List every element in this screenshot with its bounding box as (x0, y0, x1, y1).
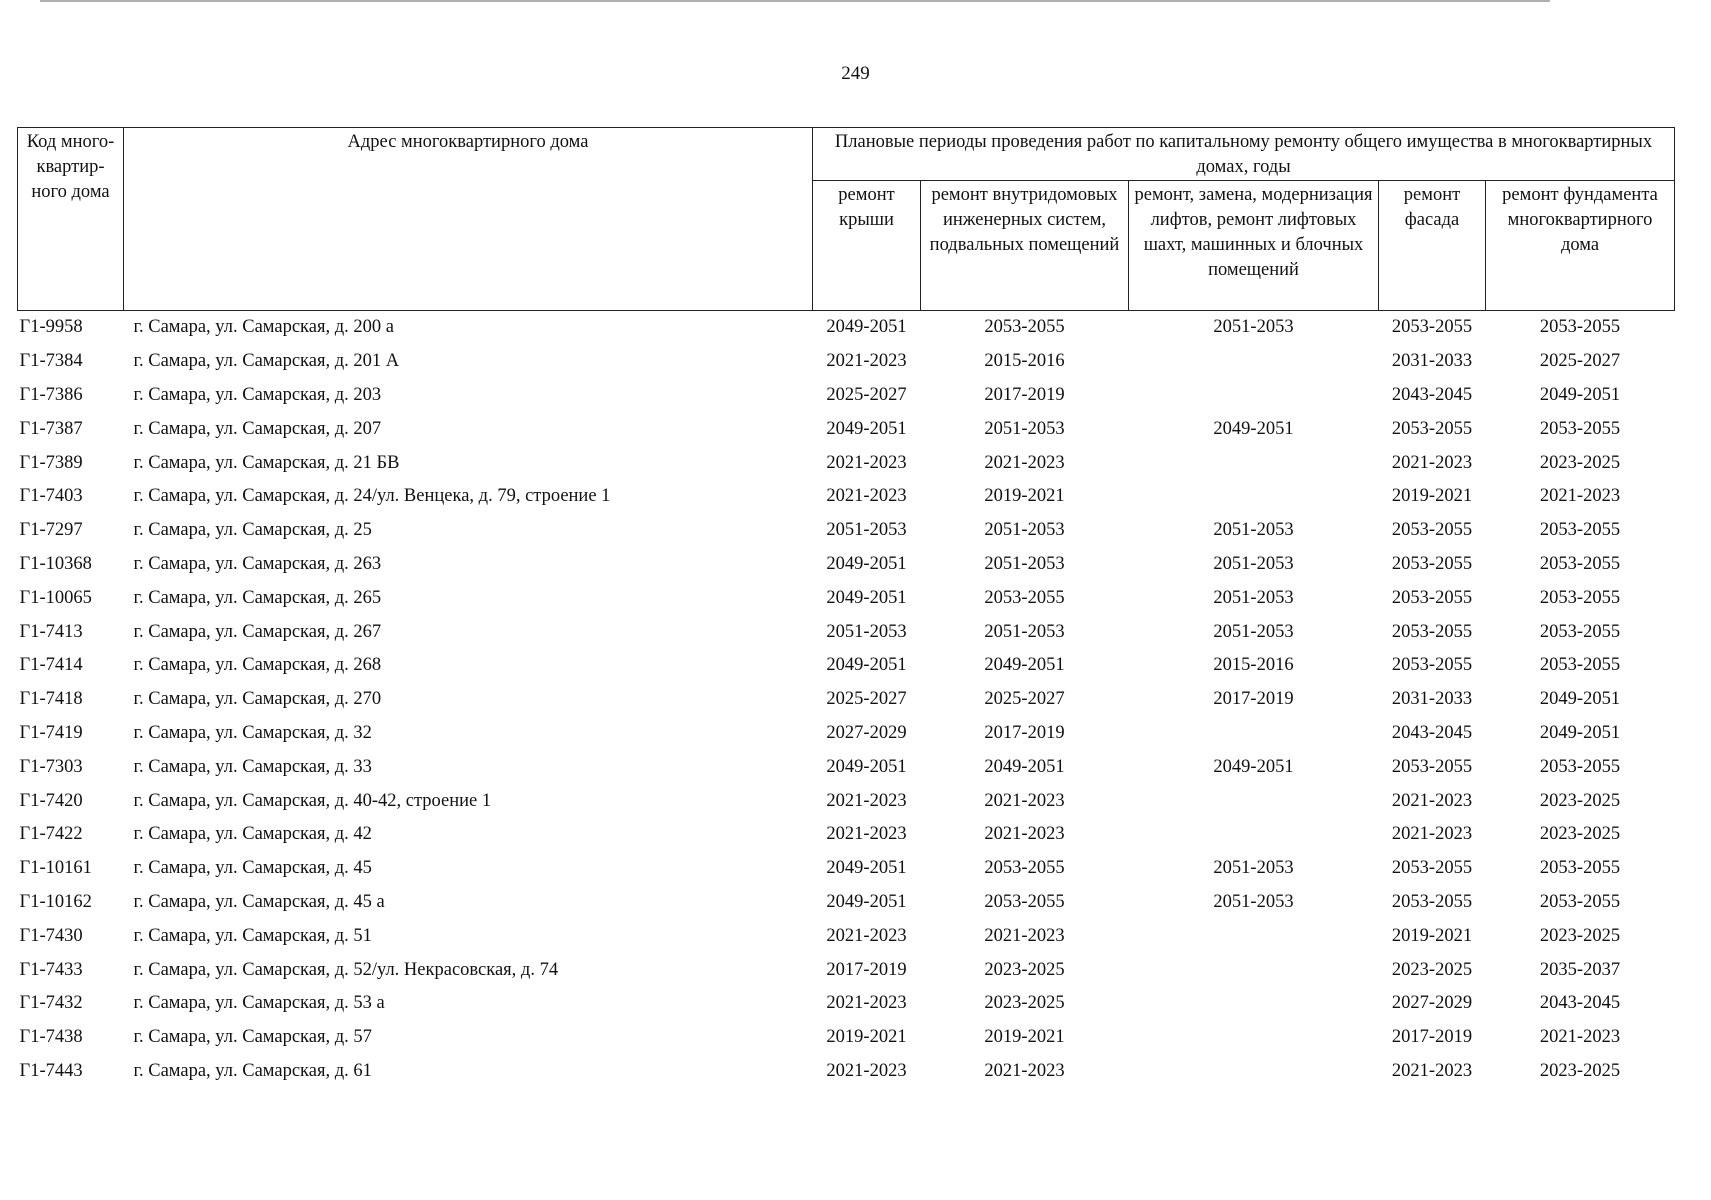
table-row (18, 683, 1675, 717)
table-body (18, 311, 1675, 1089)
cell-foundation: 2053-2055 (1539, 858, 1621, 879)
cell-address: г. Самара, ул. Самарская, д. 52/ул. Некрасовская, д. 74 (133, 959, 559, 980)
cell-facade: 2021-2023 (1391, 824, 1473, 845)
cell-code: Г1-7433 (19, 959, 83, 980)
cell-code: Г1-10368 (19, 553, 92, 574)
cell-facade: 2019-2021 (1391, 925, 1473, 946)
cell-code: Г1-7303 (19, 756, 83, 777)
cell-facade: 2053-2055 (1391, 418, 1473, 439)
cell-foundation: 2021-2023 (1539, 1027, 1621, 1048)
top-rule (40, 0, 1550, 2)
cell-roof: 2049-2051 (826, 756, 907, 777)
cell-elevators (1129, 717, 1379, 751)
cell-roof: 2049-2051 (826, 317, 907, 338)
cell-code: Г1-7414 (19, 655, 83, 676)
cell-facade: 2053-2055 (1391, 756, 1473, 777)
table-row (18, 615, 1675, 649)
cell-facade: 2021-2023 (1391, 790, 1473, 811)
table-row (18, 446, 1675, 480)
cell-elevators: 2017-2019 (1213, 689, 1294, 710)
cell-address: г. Самара, ул. Самарская, д. 207 (133, 418, 382, 439)
cell-elevators (1129, 379, 1379, 413)
cell-elevators (1129, 345, 1379, 379)
cell-address: г. Самара, ул. Самарская, д. 61 (133, 1060, 372, 1081)
repair-plan-table (17, 127, 1675, 1088)
cell-roof: 2021-2023 (826, 1060, 907, 1081)
cell-systems: 2053-2055 (984, 317, 1065, 338)
cell-elevators (1129, 446, 1379, 480)
table-row (18, 1055, 1675, 1089)
header-roof: ремонт крыши (813, 181, 921, 311)
cell-elevators: 2051-2053 (1213, 520, 1294, 541)
cell-code: Г1-7443 (19, 1060, 83, 1081)
cell-foundation: 2023-2025 (1539, 452, 1621, 473)
cell-elevators: 2051-2053 (1213, 891, 1294, 912)
cell-facade: 2053-2055 (1391, 655, 1473, 676)
cell-address: г. Самара, ул. Самарская, д. 25 (133, 520, 372, 541)
cell-elevators (1129, 818, 1379, 852)
cell-roof: 2021-2023 (826, 486, 907, 507)
table-row (18, 649, 1675, 683)
cell-code: Г1-9958 (19, 317, 83, 338)
cell-code: Г1-10065 (19, 587, 92, 608)
cell-code: Г1-7419 (19, 722, 83, 743)
table-row (18, 412, 1675, 446)
cell-facade: 2027-2029 (1391, 993, 1473, 1014)
cell-address: г. Самара, ул. Самарская, д. 267 (133, 621, 382, 642)
cell-systems: 2023-2025 (984, 959, 1065, 980)
cell-foundation: 2053-2055 (1539, 621, 1621, 642)
table-row (18, 919, 1675, 953)
cell-code: Г1-7418 (19, 689, 83, 710)
cell-roof: 2051-2053 (826, 621, 907, 642)
cell-elevators: 2049-2051 (1213, 418, 1294, 439)
cell-facade: 2053-2055 (1391, 621, 1473, 642)
header-facade: ремонт фасада (1379, 181, 1486, 311)
cell-roof: 2049-2051 (826, 891, 907, 912)
cell-foundation: 2023-2025 (1539, 824, 1621, 845)
cell-foundation: 2021-2023 (1539, 486, 1621, 507)
cell-foundation: 2049-2051 (1539, 722, 1621, 743)
cell-foundation: 2023-2025 (1539, 1060, 1621, 1081)
cell-foundation: 2053-2055 (1539, 891, 1621, 912)
cell-systems: 2021-2023 (984, 790, 1065, 811)
cell-roof: 2021-2023 (826, 925, 907, 946)
cell-facade: 2019-2021 (1391, 486, 1473, 507)
header-row-1 (18, 128, 1675, 181)
cell-code: Г1-7432 (19, 993, 83, 1014)
cell-address: г. Самара, ул. Самарская, д. 21 БВ (133, 452, 400, 473)
cell-address: г. Самара, ул. Самарская, д. 268 (133, 655, 382, 676)
cell-address: г. Самара, ул. Самарская, д. 51 (133, 925, 372, 946)
cell-foundation: 2053-2055 (1539, 553, 1621, 574)
cell-foundation: 2053-2055 (1539, 520, 1621, 541)
table-row (18, 480, 1675, 514)
cell-roof: 2049-2051 (826, 655, 907, 676)
cell-address: г. Самара, ул. Самарская, д. 203 (133, 384, 382, 405)
table-row (18, 750, 1675, 784)
cell-address: г. Самара, ул. Самарская, д. 57 (133, 1027, 372, 1048)
cell-systems: 2051-2053 (984, 418, 1065, 439)
cell-elevators: 2015-2016 (1213, 655, 1294, 676)
header-address: Адрес многоквартирного дома (124, 128, 813, 311)
cell-systems: 2021-2023 (984, 452, 1065, 473)
cell-elevators (1129, 480, 1379, 514)
header-foundation: ремонт фундамента многоквартирного дома (1486, 181, 1675, 311)
cell-code: Г1-7387 (19, 418, 83, 439)
cell-facade: 2053-2055 (1391, 891, 1473, 912)
cell-code: Г1-7386 (19, 384, 83, 405)
cell-foundation: 2053-2055 (1539, 317, 1621, 338)
cell-facade: 2053-2055 (1391, 317, 1473, 338)
cell-facade: 2023-2025 (1391, 959, 1473, 980)
cell-roof: 2021-2023 (826, 351, 907, 372)
cell-address: г. Самара, ул. Самарская, д. 42 (133, 824, 372, 845)
cell-roof: 2049-2051 (826, 587, 907, 608)
cell-systems: 2021-2023 (984, 1060, 1065, 1081)
cell-address: г. Самара, ул. Самарская, д. 32 (133, 722, 372, 743)
cell-elevators: 2051-2053 (1213, 621, 1294, 642)
cell-elevators (1129, 919, 1379, 953)
cell-elevators (1129, 1055, 1379, 1089)
cell-facade: 2043-2045 (1391, 384, 1473, 405)
cell-systems: 2019-2021 (984, 1027, 1065, 1048)
cell-systems: 2021-2023 (984, 925, 1065, 946)
cell-facade: 2031-2033 (1391, 351, 1473, 372)
cell-systems: 2017-2019 (984, 384, 1065, 405)
cell-roof: 2021-2023 (826, 790, 907, 811)
cell-code: Г1-7438 (19, 1027, 83, 1048)
cell-facade: 2053-2055 (1391, 858, 1473, 879)
cell-elevators (1129, 987, 1379, 1021)
cell-foundation: 2035-2037 (1539, 959, 1621, 980)
cell-facade: 2031-2033 (1391, 689, 1473, 710)
table-row (18, 311, 1675, 345)
cell-foundation: 2043-2045 (1539, 993, 1621, 1014)
cell-address: г. Самара, ул. Самарская, д. 24/ул. Венцека, д. 79, строение 1 (133, 486, 611, 507)
cell-code: Г1-7413 (19, 621, 83, 642)
cell-facade: 2021-2023 (1391, 1060, 1473, 1081)
table-row (18, 987, 1675, 1021)
cell-foundation: 2049-2051 (1539, 689, 1621, 710)
cell-roof: 2019-2021 (826, 1027, 907, 1048)
cell-elevators: 2051-2053 (1213, 553, 1294, 574)
table-row (18, 345, 1675, 379)
cell-address: г. Самара, ул. Самарская, д. 265 (133, 587, 382, 608)
cell-code: Г1-10161 (19, 858, 92, 879)
cell-address: г. Самара, ул. Самарская, д. 263 (133, 553, 382, 574)
cell-code: Г1-7297 (19, 520, 83, 541)
table-row (18, 548, 1675, 582)
cell-facade: 2053-2055 (1391, 520, 1473, 541)
cell-address: г. Самара, ул. Самарская, д. 33 (133, 756, 372, 777)
cell-systems: 2051-2053 (984, 621, 1065, 642)
cell-facade: 2043-2045 (1391, 722, 1473, 743)
cell-foundation: 2023-2025 (1539, 925, 1621, 946)
cell-code: Г1-7384 (19, 351, 83, 372)
cell-roof: 2049-2051 (826, 418, 907, 439)
cell-code: Г1-7430 (19, 925, 83, 946)
cell-roof: 2025-2027 (826, 384, 907, 405)
cell-address: г. Самара, ул. Самарская, д. 270 (133, 689, 382, 710)
cell-elevators: 2049-2051 (1213, 756, 1294, 777)
cell-elevators (1129, 784, 1379, 818)
cell-code: Г1-7403 (19, 486, 83, 507)
header-periods-group: Плановые периоды проведения работ по капитальному ремонту общего имущества в многоквартирных домах, годы (813, 128, 1675, 181)
table-row (18, 886, 1675, 920)
cell-systems: 2019-2021 (984, 486, 1065, 507)
cell-systems: 2051-2053 (984, 520, 1065, 541)
cell-foundation: 2023-2025 (1539, 790, 1621, 811)
cell-facade: 2021-2023 (1391, 452, 1473, 473)
cell-roof: 2025-2027 (826, 689, 907, 710)
table-row (18, 818, 1675, 852)
cell-code: Г1-10162 (19, 891, 92, 912)
cell-roof: 2021-2023 (826, 452, 907, 473)
cell-address: г. Самара, ул. Самарская, д. 200 а (133, 317, 394, 338)
page-number: 249 (841, 63, 870, 84)
cell-foundation: 2025-2027 (1539, 351, 1621, 372)
cell-code: Г1-7422 (19, 824, 83, 845)
cell-address: г. Самара, ул. Самарская, д. 45 а (133, 891, 385, 912)
table-row (18, 852, 1675, 886)
cell-facade: 2053-2055 (1391, 553, 1473, 574)
table-row (18, 1021, 1675, 1055)
cell-address: г. Самара, ул. Самарская, д. 53 а (133, 993, 385, 1014)
cell-systems: 2049-2051 (984, 655, 1065, 676)
cell-systems: 2021-2023 (984, 824, 1065, 845)
cell-systems: 2053-2055 (984, 587, 1065, 608)
cell-elevators: 2051-2053 (1213, 858, 1294, 879)
cell-elevators: 2051-2053 (1213, 587, 1294, 608)
cell-roof: 2049-2051 (826, 553, 907, 574)
cell-elevators: 2051-2053 (1213, 317, 1294, 338)
cell-systems: 2025-2027 (984, 689, 1065, 710)
cell-address: г. Самара, ул. Самарская, д. 40-42, строение 1 (133, 790, 492, 811)
cell-systems: 2053-2055 (984, 891, 1065, 912)
cell-roof: 2021-2023 (826, 993, 907, 1014)
table-row (18, 717, 1675, 751)
cell-roof: 2021-2023 (826, 824, 907, 845)
cell-roof: 2049-2051 (826, 858, 907, 879)
cell-foundation: 2053-2055 (1539, 756, 1621, 777)
cell-systems: 2049-2051 (984, 756, 1065, 777)
cell-code: Г1-7389 (19, 452, 83, 473)
header-elevators: ремонт, замена, модернизация лифтов, ремонт лифтовых шахт, машинных и блочных помещений (1129, 181, 1379, 311)
cell-foundation: 2049-2051 (1539, 384, 1621, 405)
cell-roof: 2027-2029 (826, 722, 907, 743)
header-code: Код много-квартир-ного дома (18, 128, 124, 311)
cell-roof: 2051-2053 (826, 520, 907, 541)
header-systems: ремонт внутридомовых инженерных систем, подвальных помещений (921, 181, 1129, 311)
table-row (18, 784, 1675, 818)
cell-foundation: 2053-2055 (1539, 587, 1621, 608)
cell-elevators (1129, 953, 1379, 987)
cell-systems: 2053-2055 (984, 858, 1065, 879)
cell-facade: 2053-2055 (1391, 587, 1473, 608)
table-row (18, 379, 1675, 413)
cell-address: г. Самара, ул. Самарская, д. 45 (133, 858, 372, 879)
cell-roof: 2017-2019 (826, 959, 907, 980)
cell-elevators (1129, 1021, 1379, 1055)
cell-address: г. Самара, ул. Самарская, д. 201 А (133, 351, 400, 372)
cell-systems: 2015-2016 (984, 351, 1065, 372)
table-row (18, 953, 1675, 987)
cell-foundation: 2053-2055 (1539, 655, 1621, 676)
table-row (18, 514, 1675, 548)
cell-systems: 2023-2025 (984, 993, 1065, 1014)
cell-facade: 2017-2019 (1391, 1027, 1473, 1048)
cell-code: Г1-7420 (19, 790, 83, 811)
cell-systems: 2017-2019 (984, 722, 1065, 743)
cell-foundation: 2053-2055 (1539, 418, 1621, 439)
table-row (18, 581, 1675, 615)
cell-systems: 2051-2053 (984, 553, 1065, 574)
